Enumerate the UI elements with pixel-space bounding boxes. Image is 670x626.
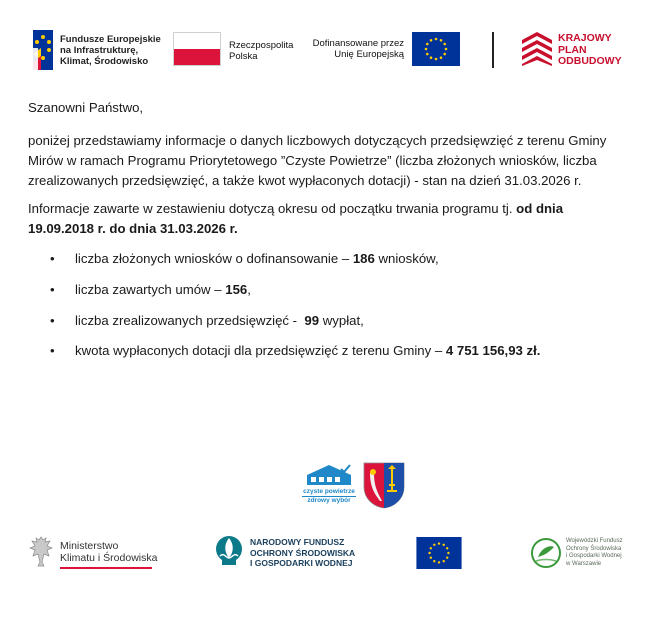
- mkis-line-2: Klimatu i Środowiska: [60, 552, 158, 564]
- bullet-icon: •: [50, 313, 55, 328]
- bullet-icon: •: [50, 343, 55, 358]
- cp-line-2: zdrowy wybór: [302, 496, 356, 505]
- mkis-red-underline: [60, 567, 152, 569]
- rp-line-1: Rzeczpospolita: [229, 40, 294, 51]
- kpo-line-3: ODBUDOWY: [558, 55, 622, 67]
- logo-ministerstwo-klimatu: [28, 534, 158, 574]
- logo-rzeczpospolita-polska: [173, 32, 298, 72]
- kpo-line-2: PLAN: [558, 43, 587, 56]
- fe-line-1: Fundusze Europejskie: [60, 34, 161, 45]
- logo-wfosigw: [530, 534, 640, 576]
- bullet-icon: •: [50, 282, 55, 297]
- period-paragraph: [28, 199, 628, 239]
- period-dates: od dnia 19.09.2018 r. do dnia 31.03.2026 r.: [28, 201, 564, 236]
- wfos-line-3: i Gospodarki Wodnej: [566, 553, 622, 559]
- bullet-prefix: liczba złożonych wniosków o dofinansowanie –: [75, 251, 353, 266]
- kpo-emblem-icon: [522, 32, 552, 66]
- logo-krajowy-plan-odbudowy: [522, 32, 642, 72]
- wfos-line-1: Wojewódzki Fundusz: [566, 538, 623, 544]
- header-divider: [492, 32, 494, 68]
- rp-line-2: Polska: [229, 51, 258, 62]
- kpo-line-1: KRAJOWY: [558, 32, 612, 44]
- bullet-value: 4 751 156,93 zł.: [445, 343, 541, 358]
- fe-line-2: na Infrastrukturę,: [60, 45, 139, 56]
- bullet-suffix: wniosków,: [374, 251, 439, 266]
- greeting: Szanowni Państwo,: [28, 100, 144, 115]
- logo-nfosigw: [214, 534, 364, 574]
- bullet-prefix: liczba zrealizowanych przedsięwzięć -: [75, 313, 305, 328]
- nfos-line-2: OCHRONY ŚRODOWISKA: [250, 547, 356, 558]
- fundusze-europejskie-emblem-icon: [30, 28, 56, 72]
- logo-fundusze-europejskie: [30, 28, 165, 76]
- logo-dofinansowane-ue: [312, 32, 467, 72]
- bullet-value: 156: [225, 282, 248, 297]
- period-prefix: Informacje zawarte w zestawieniu dotyczą okresu od początku trwania programu tj.: [28, 201, 513, 216]
- eu-flag-icon: [415, 537, 463, 569]
- bullet-icon: •: [50, 251, 55, 266]
- wfos-emblem-icon: [530, 537, 562, 569]
- fe-line-3: Klimat, Środowisko: [60, 56, 149, 67]
- bullet-prefix: liczba zawartych umów –: [75, 282, 226, 297]
- eu-flag-icon: [412, 32, 460, 66]
- cp-line-1: czyste powietrze: [303, 488, 355, 495]
- bullet-suffix: ,: [247, 282, 251, 297]
- header-logo-bar: [0, 22, 670, 82]
- mkis-line-1: Ministerstwo: [60, 540, 119, 552]
- house-icon: [305, 463, 353, 487]
- nfos-line-1: NARODOWY FUNDUSZ: [250, 537, 345, 547]
- logo-czyste-powietrze: [302, 463, 356, 505]
- ue-line-1: Dofinansowane przez: [312, 38, 404, 49]
- intro-paragraph: poniżej przedstawiamy informacje o danych liczbowych dotyczących przedsięwzięć z terenu Gminy Mirów w ramach Programu Priorytetowego ”Czyste Powietrze” (liczba złożonych wniosków, liczba zrealizowanych przedsięwzięć, a także kwot wypłaconych dotacji) - stan na dzień 31.03.2026 r.: [28, 133, 607, 188]
- bullet-suffix: wypłat,: [319, 313, 364, 328]
- bullet-value: 186: [352, 251, 375, 266]
- bullet-value: 99: [304, 313, 320, 328]
- wfos-line-4: w Warszawie: [566, 560, 602, 567]
- wfos-line-2: Ochrony Środowiska: [566, 545, 622, 552]
- nfos-emblem-icon: [214, 534, 244, 568]
- bullet-prefix: kwota wypłaconych dotacji dla przedsięwzięć z terenu Gminy –: [75, 343, 446, 358]
- nfos-line-3: I GOSPODARKI WODNEJ: [250, 558, 353, 568]
- mirow-coat-of-arms-icon: [362, 461, 406, 509]
- white-eagle-icon: [28, 534, 54, 568]
- polish-flag-icon: [173, 32, 221, 66]
- ue-line-2: Unię Europejską: [334, 49, 404, 60]
- footer-logo-bar: [0, 530, 670, 580]
